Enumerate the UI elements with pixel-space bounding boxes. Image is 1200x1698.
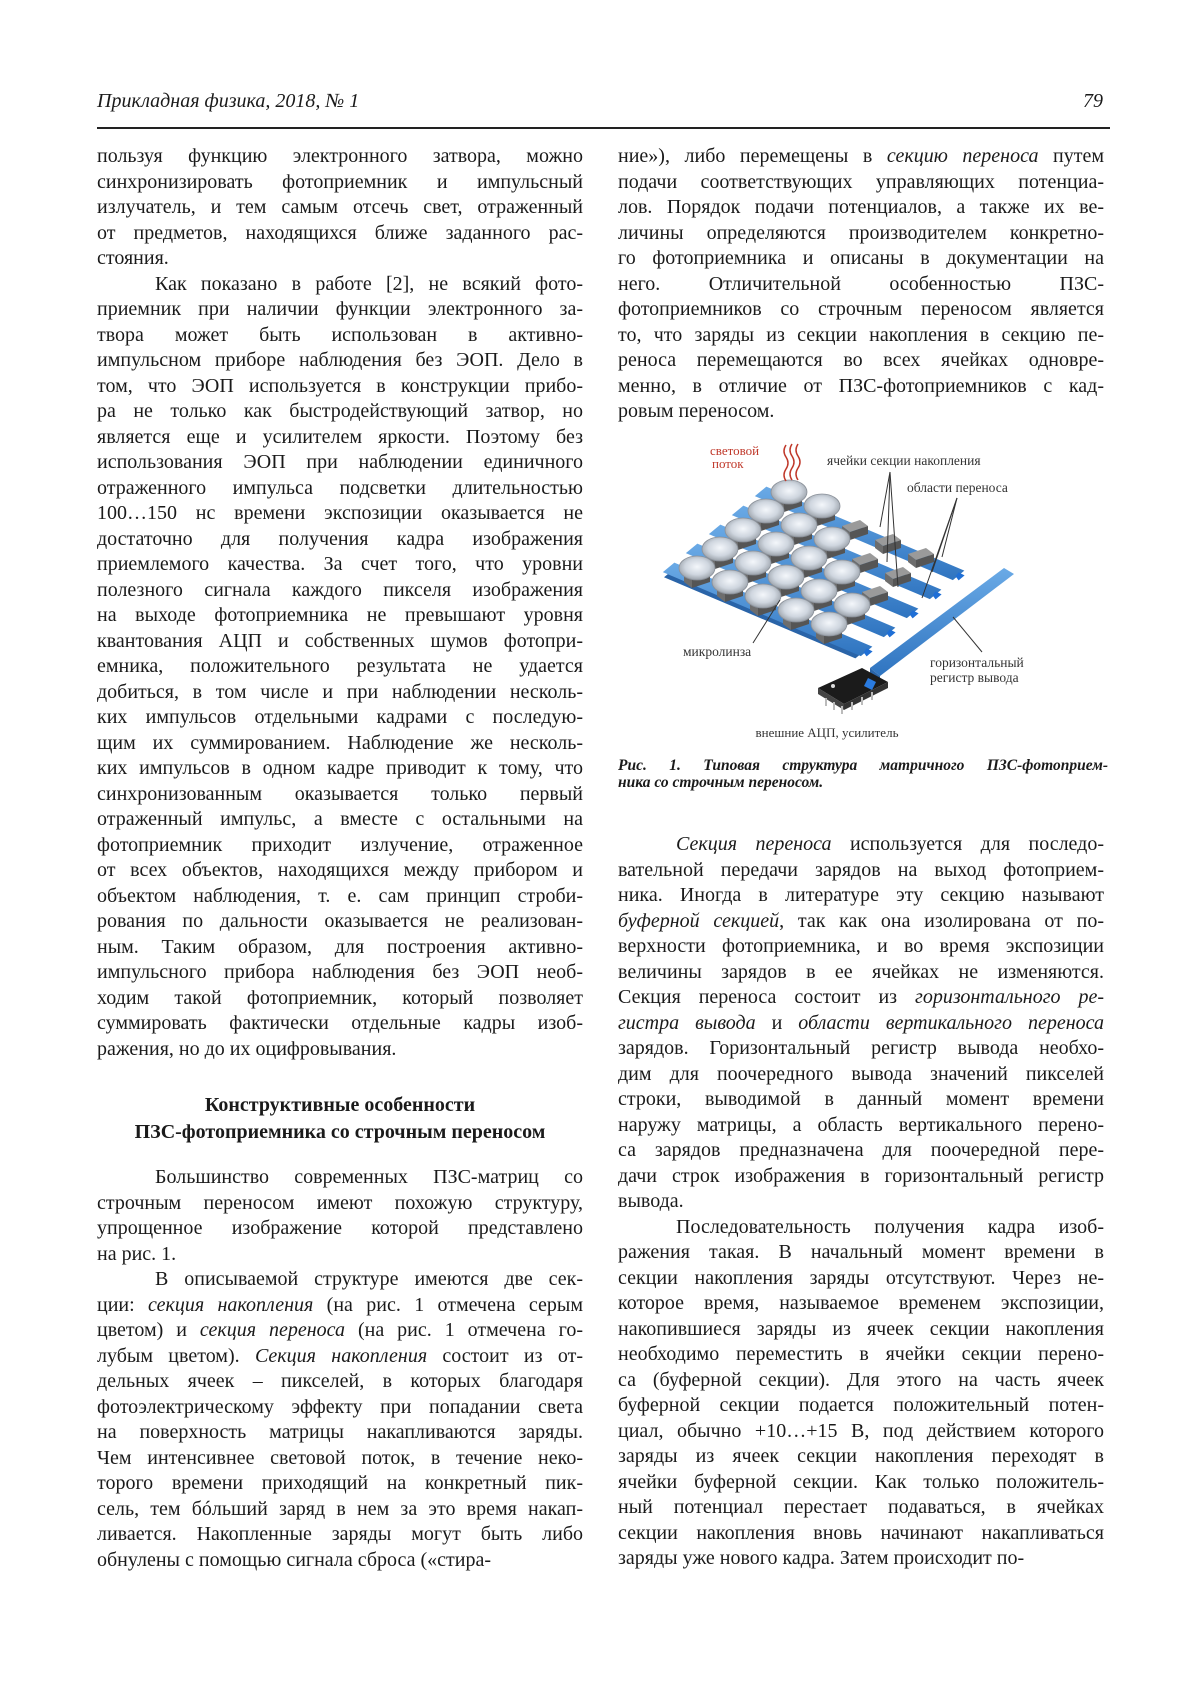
microlens-icon [745,584,781,608]
text-segment: сель, тем бóльший заряд в нем за это время накап- [97,1498,583,1520]
text-line [618,832,1104,858]
label-register: горизонтальный [930,655,1024,670]
microlens-icon [778,598,814,622]
text-line [97,960,583,986]
italic-term: горизонтального ре- [915,986,1104,1008]
text-segment: Секция переноса состоит из [618,986,915,1008]
text-line [618,170,1104,196]
microlens-icon [771,480,807,504]
text-segment: обнулены с помощью сигнала сброса («стира- [97,1549,491,1571]
text-segment: лубым цветом). [97,1345,255,1367]
italic-term: области вертикального переноса [798,1012,1104,1034]
text-line [618,1138,1104,1164]
text-line [97,399,583,425]
text-segment: используется для последо- [832,833,1105,855]
text-segment: заряды уже нового кадра. Затем происходит по- [618,1547,1024,1569]
text-segment: торого времени приходящий на конкретный пик- [97,1472,583,1494]
text-line [97,782,583,808]
text-line [97,1548,583,1574]
text-segment: реноса перемещаются во всех ячейках одновре- [618,349,1104,371]
italic-term: секцию переноса [887,145,1039,167]
text-line [618,272,1104,298]
text-segment: (на рис. 1 отмечена го- [345,1319,583,1341]
microlens-icon [725,518,761,542]
text-line [618,1444,1104,1470]
text-segment: достаточно для получения кадра изображения [97,528,583,550]
text-line [97,1344,583,1370]
text-segment: суммировать фактически отдельные кадры изоб- [97,1012,583,1034]
text-segment: использования ЭОП при наблюдении единичного [97,451,583,473]
text-line [618,246,1104,272]
text-segment: излучатель, и тем самым отсечь свет, отраженный [97,196,583,218]
text-segment: Чем интенсивнее световой поток, в течение неко- [97,1447,583,1469]
label-storage-cells: ячейки секции накопления [827,453,981,468]
text-line [97,1011,583,1037]
text-line [618,1393,1104,1419]
text-segment: накопившиеся заряды из ячеек секции накопления [618,1318,1104,1340]
text-segment: ным. Таким образом, для построения активно- [97,936,583,958]
italic-term: буферной секцией [618,910,779,932]
microlens-icon [679,556,715,580]
text-segment: Большинство современных ПЗС-матриц со [155,1166,583,1188]
section-heading [97,1092,583,1146]
text-segment: подачи соответствующих управляющих потенциа- [618,171,1104,193]
text-line [97,986,583,1012]
text-line [618,297,1104,323]
text-line [97,527,583,553]
light-flow-arrows-icon [784,444,800,481]
text-segment: является еще и усилителем яркости. Поэтому без [97,426,583,448]
text-line [97,348,583,374]
text-segment: ровым переносом. [618,400,774,422]
text-line [618,1011,1104,1037]
text-line [618,399,1104,425]
text-segment: щим их суммированием. Наблюдение же несколь- [97,732,583,754]
text-segment: импульсного прибора наблюдения без ЭОП необ- [97,961,583,983]
text-line [618,909,1104,935]
italic-term: секция переноса [200,1319,345,1341]
text-line [97,629,583,655]
text-line [618,195,1104,221]
paragraph [618,1215,1104,1572]
text-segment: (на рис. 1 отмечена серым [313,1294,583,1316]
text-segment: вывода. [618,1190,684,1212]
text-segment: синхронизованным оказывается только первый [97,783,583,805]
text-line [97,1318,583,1344]
text-line [97,297,583,323]
paragraph [97,1267,583,1573]
right-bottom-text [618,832,1104,1572]
text-line [97,1293,583,1319]
text-line [97,705,583,731]
text-line [618,1062,1104,1088]
microlens-icon [735,551,771,575]
label-transfer-areas: области переноса [907,480,1008,495]
text-line [97,1216,583,1242]
label-register: регистр вывода [930,670,1019,685]
text-line [618,144,1104,170]
text-line [618,221,1104,247]
microlens-icon [824,560,860,584]
text-line [618,1317,1104,1343]
text-line [618,1546,1104,1572]
text-line [97,680,583,706]
label-light-flow: поток [712,456,744,471]
header-rule [97,127,1110,129]
text-line [618,1342,1104,1368]
text-line [618,1495,1104,1521]
text-line [97,935,583,961]
text-segment: вательной передачи зарядов на выход фотоприем- [618,859,1104,881]
left-column [97,144,583,1062]
right-top-text [618,144,1104,425]
text-segment: на поверхность матрицы накапливаются заряды. [97,1421,583,1443]
microlens-icon [712,570,748,594]
microlens-icon [804,494,840,518]
text-segment: которое время, называемое временем экспозиции, [618,1292,1104,1314]
microlens-icon [768,565,804,589]
microlens-icon [748,499,784,523]
text-segment: наружу матрицы, а область вертикального перено- [618,1114,1104,1136]
text-segment: личины определяются производителем конкретно- [618,222,1104,244]
text-segment: от всех объектов, находящихся между прибором и [97,859,583,881]
text-segment: путем [1038,145,1104,167]
ccd-structure-illustration [618,430,1108,750]
caption-line: ника со строчным переносом. [618,774,1108,791]
text-segment: са зарядов предназначена для поочередной пере- [618,1139,1104,1161]
text-segment: са (буферной секции). Для этого на часть ячеек [618,1369,1104,1391]
text-segment: приемник при наличии функции электронного за- [97,298,583,320]
text-line [97,1522,583,1548]
text-line [97,374,583,400]
text-segment: емника, положительного результата не удается [97,655,583,677]
text-segment: лов. Порядок подачи потенциалов, а также их ве- [618,196,1104,218]
text-segment: дачи строк изображения в горизонтальный регистр [618,1165,1104,1187]
text-segment: импульсном приборе наблюдения без ЭОП. Дело в [97,349,583,371]
section-heading-line: Конструктивные особенности [97,1092,583,1119]
text-segment: Последовательность получения кадра изоб- [676,1216,1104,1238]
text-segment: строки, выводимой в данный момент времени [618,1088,1104,1110]
text-line [97,1369,583,1395]
text-line [618,1036,1104,1062]
text-line [618,348,1104,374]
text-line [97,1267,583,1293]
left-top-text [97,144,583,1062]
text-segment: зарядов. Горизонтальный регистр вывода необхо- [618,1037,1104,1059]
text-line [618,1164,1104,1190]
right-column-bottom [618,832,1104,1572]
text-segment: В описываемой структуре имеются две сек- [155,1268,583,1290]
text-segment: ра не только как быстродействующий затвор, но [97,400,583,422]
paragraph [618,832,1104,1215]
paragraph [97,1165,583,1267]
text-segment: на рис. 1. [97,1243,176,1265]
text-line [97,1165,583,1191]
text-segment: на выходе фотоприемника не превышают уровня [97,604,583,626]
page-number: 79 [1083,90,1103,113]
text-segment: рования по дальности оказывается не реализован- [97,910,583,932]
text-segment: и [756,1012,799,1034]
italic-term: секция накопления [148,1294,313,1316]
figure-1 [618,430,1108,775]
text-line [97,1395,583,1421]
text-line [97,501,583,527]
caption-line: Рис. 1. Типовая структура матричного ПЗС-фотоприем- [618,757,1108,774]
text-segment: ких импульсов отдельными кадрами с последую- [97,706,583,728]
text-segment: фотоприемник приходит излучение, отраженное [97,834,583,856]
text-segment: ячейки буферной секции. Как только положитель- [618,1471,1104,1493]
label-microlens: микролинза [683,644,751,659]
text-line [97,476,583,502]
text-segment: пользуя функцию электронного затвора, можно [97,145,583,167]
text-line [618,1189,1104,1215]
text-line [618,1266,1104,1292]
text-segment: полезного сигнала каждого пикселя изображения [97,579,583,601]
text-line [618,1215,1104,1241]
label-external-adc: внешние АЦП, усилитель [755,725,898,740]
left-bottom-text [97,1165,583,1573]
text-line [618,374,1104,400]
text-segment: твора может быть использован в активно- [97,324,583,346]
text-segment: ный потенциал перестает подаваться, в ячейках [618,1496,1104,1518]
text-line [97,170,583,196]
text-segment: Как показано в работе [2], не всякий фото- [155,273,583,295]
text-segment: ние»), либо перемещены в [618,145,887,167]
microlens-icon [801,579,837,603]
text-line [97,909,583,935]
text-segment: секции накопления заряды отсутствуют. Через не- [618,1267,1104,1289]
text-line [97,884,583,910]
text-segment: стояния. [97,247,169,269]
text-line [97,144,583,170]
microlens-icon [811,612,847,636]
text-line [97,1420,583,1446]
text-segment: строчным переносом имеют похожую структуру, [97,1192,583,1214]
text-line [97,272,583,298]
text-line [97,221,583,247]
running-header-journal: Прикладная физика, 2018, № 1 [97,90,359,113]
text-segment: том, что ЭОП используется в конструкции прибо- [97,375,583,397]
text-line [97,807,583,833]
text-segment: секции накопления вновь начинают накапливаться [618,1522,1104,1544]
microlens-icon [781,513,817,537]
text-segment: величины зарядов в ее ячейках не изменяются. [618,961,1104,983]
text-segment: , так как она изолирована от по- [779,910,1104,932]
text-line [618,1419,1104,1445]
text-line [97,552,583,578]
text-segment: фотоприемников со строчным переносом является [618,298,1104,320]
text-segment: фотоэлектрическому эффекту при попадании света [97,1396,583,1418]
text-segment: ливается. Накопленные заряды могут быть либо [97,1523,583,1545]
text-line [618,1087,1104,1113]
text-segment: упрощенное изображение которой представлено [97,1217,583,1239]
microlens-icon [791,546,827,570]
text-line [97,833,583,859]
text-line [618,883,1104,909]
text-line [618,960,1104,986]
text-line [618,1521,1104,1547]
text-line [97,1471,583,1497]
italic-term: гистра вывода [618,1012,756,1034]
text-segment: верхности фотоприемника, и во время экспозиции [618,935,1104,957]
text-line [618,1113,1104,1139]
text-segment: добиться, в том числе и при наблюдении несколь- [97,681,583,703]
text-segment: дельных ячеек – пикселей, в которых благодаря [97,1370,583,1392]
text-segment: ких импульсов в одном кадре приводит к тому, что [97,757,583,779]
text-segment: него. Отличительной особенностью ПЗС- [618,273,1104,295]
text-segment: менно, в отличие от ПЗС-фотоприемников с кад- [618,375,1104,397]
microlens-icon [702,537,738,561]
text-line [618,1368,1104,1394]
text-segment: отраженного импульса подсветки длительностью [97,477,583,499]
paragraph [618,144,1104,425]
text-line [97,578,583,604]
text-segment: объектом наблюдения, т. е. сам принцип строби- [97,885,583,907]
text-segment: цветом) и [97,1319,200,1341]
text-line [97,323,583,349]
text-segment: необходимо переместить в ячейки секции перено- [618,1343,1104,1365]
text-line [618,985,1104,1011]
text-segment: то, что заряды из секции накопления в секцию пе- [618,324,1104,346]
figure-caption [618,757,1108,791]
text-line [97,425,583,451]
text-line [97,450,583,476]
section-heading-line: ПЗС-фотоприемника со строчным переносом [97,1119,583,1146]
italic-term: Секция переноса [676,833,832,855]
text-segment: заряды из ячеек секции накопления переходят в [618,1445,1104,1467]
paragraph [97,144,583,272]
text-line [97,1497,583,1523]
microlens-icon [834,593,870,617]
text-line [97,1191,583,1217]
text-segment: от предметов, находящихся ближе заданного рас- [97,222,583,244]
text-segment: дим для поочередного вывода значений пикселей [618,1063,1104,1085]
text-segment: ника. Иногда в литературе эту секцию называют [618,884,1104,906]
text-line [618,1291,1104,1317]
text-segment: приемлемого качества. За счет того, что уровни [97,553,583,575]
text-line [618,858,1104,884]
label-light-flow: световой [710,443,759,458]
left-column-bottom [97,1165,583,1573]
text-line [618,323,1104,349]
text-line [97,756,583,782]
right-column [618,144,1104,425]
text-segment: го фотоприемника и описаны в документации на [618,247,1104,269]
text-segment: отраженный импульс, а вместе с остальными на [97,808,583,830]
text-segment: ходим такой фотоприемник, который позволяет [97,987,583,1009]
italic-term: Секция накопления [255,1345,427,1367]
text-line [97,603,583,629]
text-line [618,1240,1104,1266]
text-segment: циал, обычно +10…+15 В, под действием которого [618,1420,1104,1442]
text-segment: ражения, но до их оцифровывания. [97,1038,396,1060]
text-segment: ражения такая. В начальный момент времени в [618,1241,1104,1263]
microlens-icon [814,527,850,551]
text-segment: синхронизировать фотоприемник и импульсный [97,171,583,193]
text-line [97,1446,583,1472]
text-segment: квантования АЦП и собственных шумов фотопри- [97,630,583,652]
text-line [97,246,583,272]
text-line [97,195,583,221]
text-line [618,934,1104,960]
microlens-icon [758,532,794,556]
text-line [97,731,583,757]
text-segment: 100…150 нс времени экспозиции оказывается не [97,502,583,524]
text-line [97,1037,583,1063]
text-line [97,858,583,884]
text-line [97,654,583,680]
text-line [618,1470,1104,1496]
text-segment: буферной секции подается положительный потен- [618,1394,1104,1416]
text-segment: состоит из от- [427,1345,583,1367]
text-segment: ции: [97,1294,148,1316]
text-line [97,1242,583,1268]
paragraph [97,272,583,1063]
